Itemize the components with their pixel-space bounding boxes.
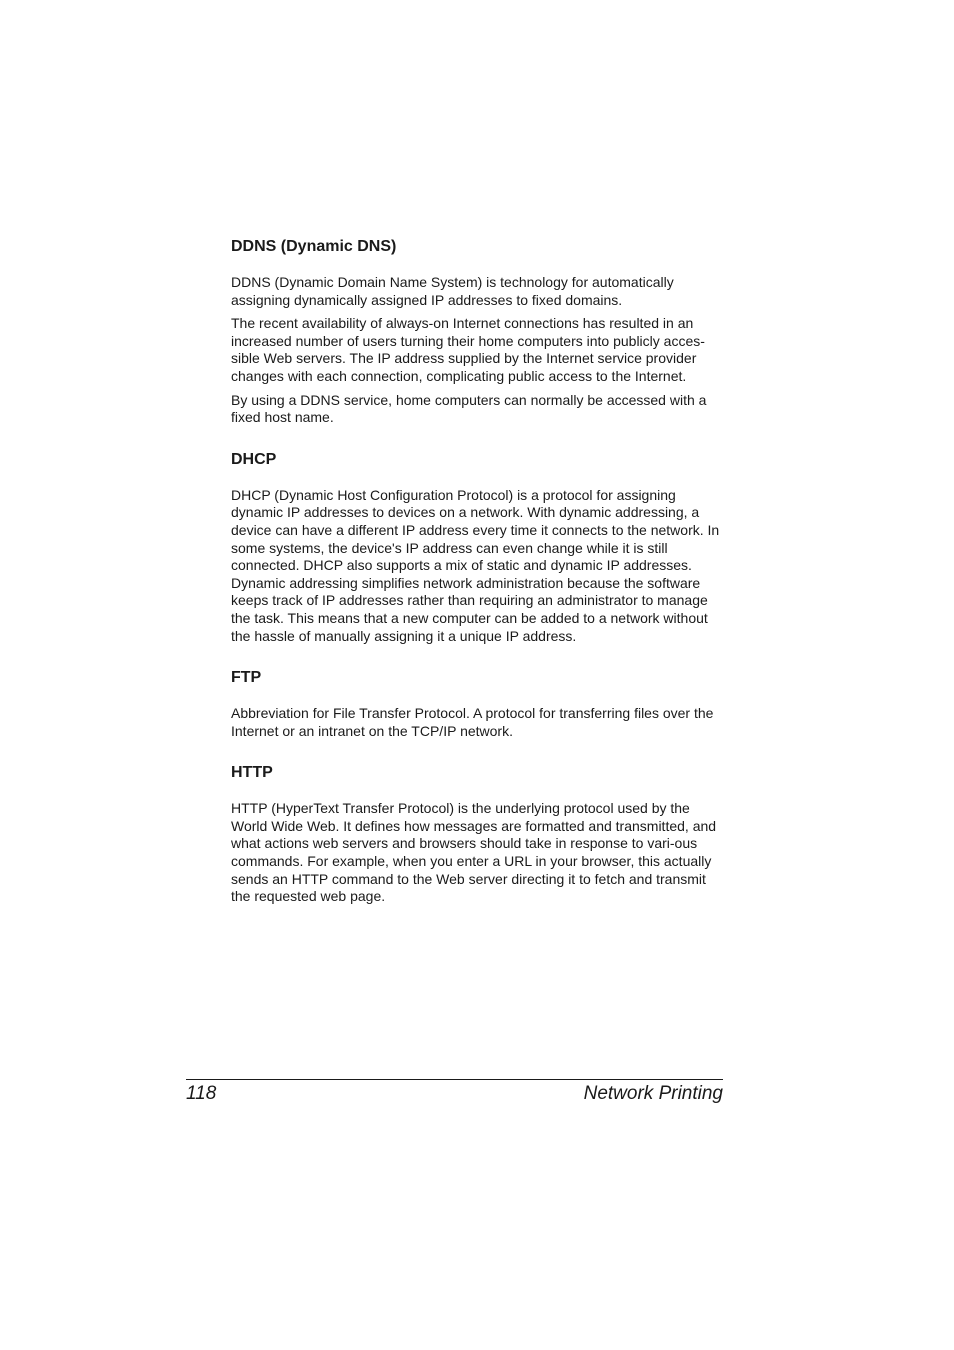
- footer-divider: [186, 1079, 723, 1080]
- page-number: 118: [186, 1083, 217, 1104]
- section-heading: DDNS (Dynamic DNS): [231, 238, 397, 255]
- paragraph: The recent availability of always-on Internet connections has resulted in an increased number of users turning their home computers into publicly acces-sible Web servers. The IP address supplied by the Internet service provider changes with each connection, complicating public access to the Internet.: [231, 315, 705, 384]
- paragraph: DDNS (Dynamic Domain Name System) is technology for automatically assigning dynamically assigned IP addresses to fixed domains.: [231, 274, 674, 308]
- section-heading: FTP: [231, 669, 262, 687]
- section-dhcp: [231, 449, 723, 645]
- section-heading: HTTP: [231, 764, 273, 782]
- paragraph: By using a DDNS service, home computers can normally be accessed with a fixed host name.: [231, 391, 707, 426]
- paragraph: DHCP (Dynamic Host Configuration Protocol) is a protocol for assigning dynamic IP addresses to devices on a network. With dynamic addressing, a device can have a different IP address every time it connects to the network. In some systems, the device's IP address can even change while it is still connected. DHCP also supports a mix of static and dynamic IP addresses. Dynamic addressing simplifies network administration because the software keeps track of IP addresses rather than requiring an administrator to manage the task. This means that a new computer can be added to a network without the hassle of manually assigning it a unique IP address.: [231, 486, 720, 644]
- page-content: [231, 236, 723, 928]
- chapter-title: Network Printing: [583, 1083, 723, 1104]
- paragraph: HTTP (HyperText Transfer Protocol) is the underlying protocol used by the World Wide Web. It defines how messages are formatted and transmitted, and what actions web servers and browsers should take in response to vari-ous commands. For example, when you enter a URL in your browser, this actually sends an HTTP command to the Web server directing it to fetch and transmit the requested web page.: [231, 800, 717, 905]
- section-heading: DHCP: [231, 450, 277, 468]
- section-ddns: [231, 236, 723, 427]
- paragraph: Abbreviation for File Transfer Protocol. A protocol for transferring files over the Internet or an intranet on the TCP/IP network.: [231, 705, 714, 739]
- section-ftp: [231, 667, 723, 740]
- section-http: [231, 762, 723, 906]
